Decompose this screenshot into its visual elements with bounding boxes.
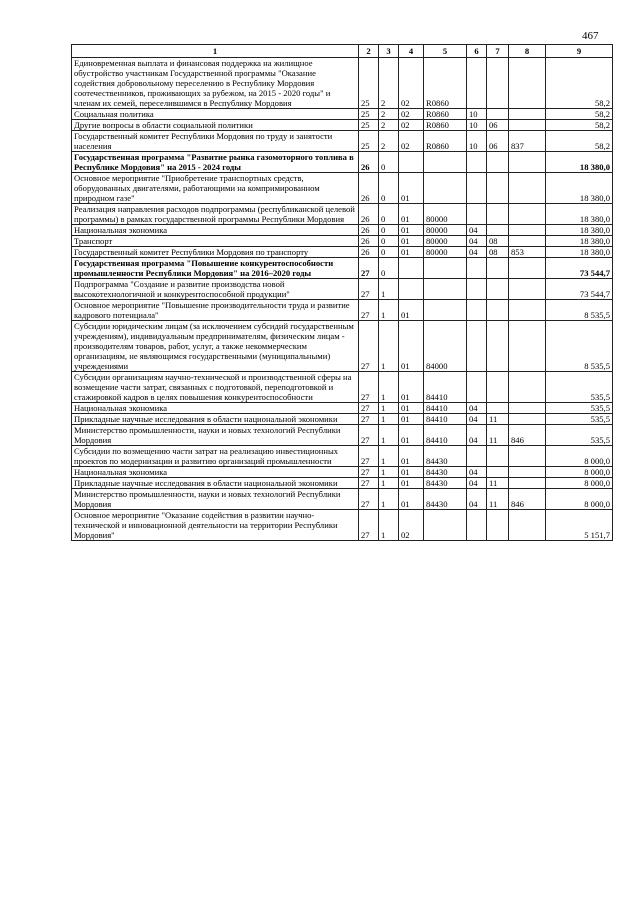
code-col-7: 11: [487, 425, 509, 446]
code-col-2: 27: [359, 446, 379, 467]
code-col-4: 01: [399, 489, 424, 510]
table-row: [72, 372, 613, 403]
code-col-4: 02: [399, 510, 424, 541]
code-col-4: 01: [399, 173, 424, 204]
code-col-6: 04: [467, 478, 487, 489]
row-label: Субсидии юридическим лицам (за исключением субсидий государственным учреждениям), индивидуальным предпринимателям, физическим лицам - производителям товаров, работ, услуг, а также некоммерческим организациям, не являющимся государственными (муниципальными) учреждениями: [72, 321, 359, 372]
table-row: [72, 446, 613, 467]
code-col-5: 84430: [424, 478, 467, 489]
code-col-6: [467, 321, 487, 372]
code-col-7: [487, 173, 509, 204]
code-col-2: 27: [359, 258, 379, 279]
code-col-2: 27: [359, 372, 379, 403]
amount: 8 000,0: [546, 467, 613, 478]
code-col-8: [509, 58, 546, 109]
row-label: Государственная программа "Повышение конкурентоспособности промышленности Республики Мордовия" на 2016–2020 годы: [72, 258, 359, 279]
column-header: 7: [487, 45, 509, 58]
code-col-7: [487, 321, 509, 372]
code-col-2: 25: [359, 120, 379, 131]
amount: 18 380,0: [546, 173, 613, 204]
code-col-5: [424, 279, 467, 300]
table-row: [72, 120, 613, 131]
code-col-3: 0: [379, 173, 399, 204]
code-col-6: [467, 58, 487, 109]
code-col-4: 01: [399, 478, 424, 489]
code-col-3: 1: [379, 446, 399, 467]
table-row: [72, 300, 613, 321]
code-col-6: 10: [467, 131, 487, 152]
table-row: [72, 173, 613, 204]
row-label: Национальная экономика: [72, 225, 359, 236]
code-col-6: 10: [467, 109, 487, 120]
amount: 535,5: [546, 425, 613, 446]
code-col-3: 1: [379, 403, 399, 414]
code-col-5: 84410: [424, 372, 467, 403]
code-col-3: 0: [379, 236, 399, 247]
code-col-4: 02: [399, 120, 424, 131]
table-row: [72, 321, 613, 372]
code-col-3: 0: [379, 258, 399, 279]
code-col-6: [467, 152, 487, 173]
code-col-6: [467, 279, 487, 300]
code-col-8: [509, 446, 546, 467]
code-col-4: 01: [399, 204, 424, 225]
code-col-4: 01: [399, 300, 424, 321]
table-row: [72, 467, 613, 478]
column-header: 9: [546, 45, 613, 58]
code-col-7: 06: [487, 131, 509, 152]
code-col-5: [424, 152, 467, 173]
code-col-6: [467, 258, 487, 279]
code-col-4: 01: [399, 321, 424, 372]
code-col-7: [487, 279, 509, 300]
code-col-8: [509, 258, 546, 279]
code-col-3: 1: [379, 372, 399, 403]
code-col-5: 84430: [424, 467, 467, 478]
code-col-8: [509, 152, 546, 173]
code-col-8: [509, 204, 546, 225]
amount: 535,5: [546, 414, 613, 425]
table-row: [72, 236, 613, 247]
code-col-6: 04: [467, 403, 487, 414]
code-col-7: 06: [487, 120, 509, 131]
code-col-6: [467, 510, 487, 541]
code-col-3: 0: [379, 225, 399, 236]
code-col-2: 27: [359, 300, 379, 321]
code-col-6: 04: [467, 247, 487, 258]
table-row: [72, 58, 613, 109]
code-col-7: [487, 403, 509, 414]
code-col-3: 1: [379, 478, 399, 489]
code-col-3: 2: [379, 131, 399, 152]
row-label: Государственная программа "Развитие рынка газомоторного топлива в Республике Мордовия" на 2015 - 2024 годы: [72, 152, 359, 173]
code-col-7: 11: [487, 489, 509, 510]
code-col-6: [467, 446, 487, 467]
code-col-2: 26: [359, 173, 379, 204]
code-col-5: 80000: [424, 225, 467, 236]
code-col-3: 1: [379, 467, 399, 478]
code-col-6: 04: [467, 467, 487, 478]
code-col-6: [467, 372, 487, 403]
code-col-5: R0860: [424, 109, 467, 120]
code-col-2: 26: [359, 236, 379, 247]
table-row: [72, 510, 613, 541]
amount: 18 380,0: [546, 204, 613, 225]
code-col-2: 27: [359, 403, 379, 414]
code-col-6: 04: [467, 489, 487, 510]
row-label: Прикладные научные исследования в области национальной экономики: [72, 478, 359, 489]
amount: 18 380,0: [546, 225, 613, 236]
amount: 73 544,7: [546, 258, 613, 279]
code-col-2: 25: [359, 131, 379, 152]
code-col-3: 0: [379, 152, 399, 173]
amount: 58,2: [546, 131, 613, 152]
table-header-row: [72, 45, 613, 58]
code-col-4: 01: [399, 467, 424, 478]
code-col-5: 84410: [424, 414, 467, 425]
code-col-5: 84000: [424, 321, 467, 372]
code-col-8: 837: [509, 131, 546, 152]
code-col-5: R0860: [424, 120, 467, 131]
code-col-2: 25: [359, 109, 379, 120]
code-col-6: [467, 300, 487, 321]
code-col-7: [487, 58, 509, 109]
code-col-8: [509, 300, 546, 321]
amount: 8 535,5: [546, 300, 613, 321]
column-header: 8: [509, 45, 546, 58]
code-col-5: 84430: [424, 489, 467, 510]
code-col-3: 2: [379, 109, 399, 120]
code-col-8: [509, 120, 546, 131]
code-col-7: 08: [487, 236, 509, 247]
row-label: Национальная экономика: [72, 467, 359, 478]
code-col-4: [399, 258, 424, 279]
code-col-6: 10: [467, 120, 487, 131]
code-col-4: 02: [399, 109, 424, 120]
code-col-2: 26: [359, 152, 379, 173]
code-col-8: [509, 372, 546, 403]
table-row: [72, 225, 613, 236]
row-label: Министерство промышленности, науки и новых технологий Республики Мордовия: [72, 489, 359, 510]
code-col-7: [487, 258, 509, 279]
code-col-2: 27: [359, 425, 379, 446]
code-col-7: 11: [487, 478, 509, 489]
code-col-2: 27: [359, 489, 379, 510]
code-col-4: 01: [399, 446, 424, 467]
code-col-2: 26: [359, 247, 379, 258]
code-col-8: 853: [509, 247, 546, 258]
code-col-4: 01: [399, 247, 424, 258]
code-col-2: 27: [359, 321, 379, 372]
row-label: Прикладные научные исследования в области национальной экономики: [72, 414, 359, 425]
code-col-5: 84430: [424, 446, 467, 467]
table-row: [72, 279, 613, 300]
table-row: [72, 152, 613, 173]
code-col-7: [487, 300, 509, 321]
column-header: 3: [379, 45, 399, 58]
code-col-7: [487, 109, 509, 120]
code-col-3: 1: [379, 300, 399, 321]
code-col-8: 846: [509, 425, 546, 446]
table-row: [72, 258, 613, 279]
code-col-7: [487, 204, 509, 225]
row-label: Субсидии по возмещению части затрат на реализацию инвестиционных проектов по модернизации и развитию организаций промышленности: [72, 446, 359, 467]
table-row: [72, 478, 613, 489]
row-label: Другие вопросы в области социальной политики: [72, 120, 359, 131]
code-col-8: [509, 173, 546, 204]
code-col-5: [424, 300, 467, 321]
table-row: [72, 247, 613, 258]
column-header: 4: [399, 45, 424, 58]
budget-table: [71, 44, 613, 541]
column-header: 6: [467, 45, 487, 58]
amount: 73 544,7: [546, 279, 613, 300]
code-col-8: [509, 279, 546, 300]
code-col-5: [424, 510, 467, 541]
row-label: Реализация направления расходов подпрограммы (республиканской целевой программы) в рамках государственной программы Республики Мордовия: [72, 204, 359, 225]
row-label: Основное мероприятие "Оказание содействия в развитии научно-технической и инновационной деятельности на территории Республики Мордовия": [72, 510, 359, 541]
amount: 8 000,0: [546, 478, 613, 489]
code-col-3: 0: [379, 204, 399, 225]
code-col-5: 80000: [424, 204, 467, 225]
amount: 18 380,0: [546, 247, 613, 258]
code-col-6: 04: [467, 425, 487, 446]
row-label: Основное мероприятие "Приобретение транспортных средств, оборудованных двигателями, работающими на компримированном природном газе": [72, 173, 359, 204]
code-col-7: 08: [487, 247, 509, 258]
code-col-3: 1: [379, 510, 399, 541]
code-col-2: 27: [359, 467, 379, 478]
row-label: Министерство промышленности, науки и новых технологий Республики Мордовия: [72, 425, 359, 446]
amount: 5 151,7: [546, 510, 613, 541]
code-col-4: [399, 279, 424, 300]
code-col-2: 27: [359, 510, 379, 541]
row-label: Основное мероприятие "Повышение производительности труда и развитие кадрового потенциала": [72, 300, 359, 321]
code-col-8: [509, 321, 546, 372]
code-col-6: [467, 204, 487, 225]
code-col-4: 01: [399, 403, 424, 414]
code-col-3: 1: [379, 489, 399, 510]
code-col-8: [509, 109, 546, 120]
row-label: Единовременная выплата и финансовая поддержка на жилищное обустройство участникам Государственной программы "Оказание содействия добровольному переселению в Республику Мордовия соотечественников, проживающих за рубежом, на 2015 - 2020 годы" и членам их семей, переселившимся в Республику Мордовия: [72, 58, 359, 109]
row-label: Субсидии организациям научно-технической и производственной сферы на возмещение части затрат, связанных с подготовкой, переподготовкой и стажировкой кадров в целях повышения конкурентоспособности: [72, 372, 359, 403]
code-col-7: [487, 510, 509, 541]
code-col-8: [509, 478, 546, 489]
code-col-3: 1: [379, 425, 399, 446]
table-body: [72, 58, 613, 541]
code-col-7: [487, 446, 509, 467]
code-col-4: 01: [399, 372, 424, 403]
code-col-8: [509, 467, 546, 478]
table-row: [72, 131, 613, 152]
code-col-7: [487, 225, 509, 236]
column-header: 5: [424, 45, 467, 58]
table-row: [72, 109, 613, 120]
code-col-3: 1: [379, 279, 399, 300]
code-col-8: [509, 414, 546, 425]
code-col-8: [509, 236, 546, 247]
code-col-6: 04: [467, 225, 487, 236]
code-col-4: 01: [399, 425, 424, 446]
code-col-5: 84410: [424, 403, 467, 414]
row-label: Государственный комитет Республики Мордовия по транспорту: [72, 247, 359, 258]
code-col-6: 04: [467, 236, 487, 247]
amount: 535,5: [546, 403, 613, 414]
code-col-4: 01: [399, 414, 424, 425]
code-col-5: 80000: [424, 236, 467, 247]
code-col-2: 27: [359, 414, 379, 425]
code-col-3: 1: [379, 414, 399, 425]
code-col-2: 27: [359, 478, 379, 489]
amount: 18 380,0: [546, 236, 613, 247]
code-col-6: 04: [467, 414, 487, 425]
code-col-4: 02: [399, 58, 424, 109]
code-col-2: 27: [359, 279, 379, 300]
code-col-2: 25: [359, 58, 379, 109]
column-header: 2: [359, 45, 379, 58]
code-col-4: 01: [399, 236, 424, 247]
code-col-2: 26: [359, 204, 379, 225]
code-col-4: [399, 152, 424, 173]
amount: 8 000,0: [546, 489, 613, 510]
table-row: [72, 425, 613, 446]
code-col-5: R0860: [424, 58, 467, 109]
row-label: Государственный комитет Республики Мордовия по труду и занятости населения: [72, 131, 359, 152]
amount: 58,2: [546, 109, 613, 120]
code-col-5: [424, 173, 467, 204]
code-col-4: 01: [399, 225, 424, 236]
row-label: Национальная экономика: [72, 403, 359, 414]
code-col-3: 1: [379, 321, 399, 372]
column-header: 1: [72, 45, 359, 58]
code-col-8: 846: [509, 489, 546, 510]
code-col-5: 84410: [424, 425, 467, 446]
code-col-7: 11: [487, 414, 509, 425]
table-row: [72, 489, 613, 510]
code-col-7: [487, 467, 509, 478]
code-col-6: [467, 173, 487, 204]
code-col-5: [424, 258, 467, 279]
code-col-5: R0860: [424, 131, 467, 152]
code-col-7: [487, 152, 509, 173]
code-col-3: 2: [379, 58, 399, 109]
table-row: [72, 414, 613, 425]
amount: 535,5: [546, 372, 613, 403]
row-label: Социальная политика: [72, 109, 359, 120]
code-col-2: 26: [359, 225, 379, 236]
amount: 58,2: [546, 120, 613, 131]
table-row: [72, 403, 613, 414]
row-label: Подпрограмма "Создание и развитие производства новой высокотехнологичной и конкурентоспособной продукции": [72, 279, 359, 300]
table-row: [72, 204, 613, 225]
amount: 58,2: [546, 58, 613, 109]
code-col-7: [487, 372, 509, 403]
code-col-4: 02: [399, 131, 424, 152]
code-col-8: [509, 225, 546, 236]
code-col-5: 80000: [424, 247, 467, 258]
amount: 8 000,0: [546, 446, 613, 467]
code-col-3: 0: [379, 247, 399, 258]
code-col-3: 2: [379, 120, 399, 131]
code-col-8: [509, 403, 546, 414]
amount: 18 380,0: [546, 152, 613, 173]
page-number: 467: [582, 30, 599, 42]
code-col-8: [509, 510, 546, 541]
amount: 8 535,5: [546, 321, 613, 372]
row-label: Транспорт: [72, 236, 359, 247]
